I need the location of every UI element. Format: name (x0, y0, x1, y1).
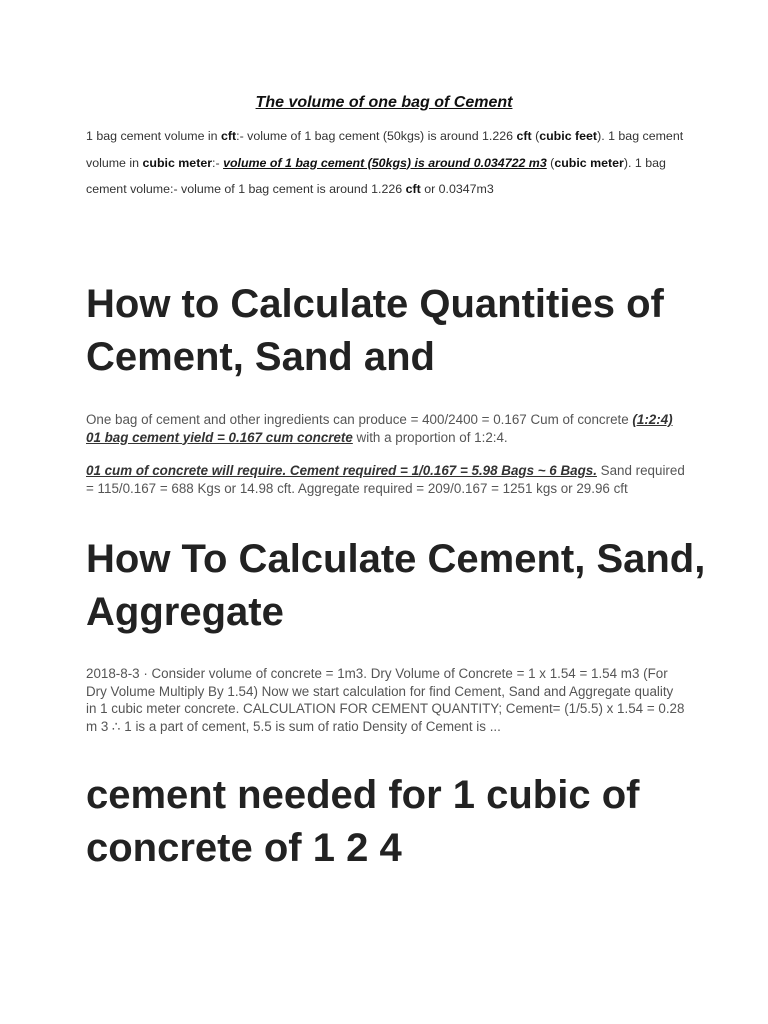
text-run: or 0.0347m3 (420, 182, 494, 196)
text-run: 1 bag cement volume in (86, 129, 221, 143)
section-title-cement-bag-volume: The volume of one bag of Cement (255, 94, 513, 111)
paragraph-bag-yield (86, 411, 686, 446)
bold-term: cft (405, 182, 421, 196)
emphasis-run: 01 cum of concrete will require. Cement required = 1/0.167 = 5.98 Bags ~ 6 Bags. (86, 463, 597, 478)
paragraph-requirements (86, 462, 686, 497)
text-run: with a proportion of 1:2:4. (352, 429, 508, 445)
paragraph-dry-volume: 2018-8-3 · Consider volume of concrete = 1m3. Dry Volume of Concrete = 1 x 1.54 = 1.54 m3 (For Dry Volume Multiply By 1.54) Now we start calculation for find Cement, Sand and Aggregate quality in 1 cubic meter concrete. CALCULATION FOR CEMENT QUANTITY; Cement= (1/5.5) x 1.54 = 0.28 m 3 ∴ 1 is a part of cement, 5.5 is sum of ratio Density of Cement is ... (86, 666, 685, 734)
bold-term: cubic feet (539, 129, 598, 143)
heading-cement-needed: cement needed for 1 cubic of concrete of 1 2 4 (86, 773, 640, 870)
text-run: :- (212, 155, 224, 170)
text-run: ( (531, 129, 540, 143)
text-run: ( (546, 155, 555, 170)
bold-term: cubic meter (554, 155, 624, 170)
text-run: ). 1 bag cement volume:- volume of 1 bag cement is around 1.226 (86, 155, 666, 196)
text-run: One bag of cement and other ingredients can produce = 400/2400 = 0.167 Cum of concrete (86, 412, 633, 427)
heading-calculate-cement-sand-aggregate: How To Calculate Cement, Sand, Aggregate (86, 537, 706, 634)
intro-paragraph (86, 123, 696, 203)
heading-calculate-quantities: How to Calculate Quantities of Cement, Sand and (86, 282, 664, 379)
emphasis-run: (1:2:4) 01 bag cement yield = 0.167 cum concrete (86, 412, 673, 445)
emphasis-run: volume of 1 bag cement (50kgs) is around 0.034722 m3 (223, 155, 547, 170)
text-run: Sand required = 115/0.167 = 688 Kgs or 14.98 cft. Aggregate required = 209/0.167 = 1251 kgs or 29.96 cft (86, 463, 685, 496)
bold-term: cft (221, 129, 237, 143)
text-run: :- volume of 1 bag cement (50kgs) is around 1.226 (236, 129, 517, 143)
bold-term: cubic meter (142, 155, 213, 170)
bold-term: cft (516, 129, 532, 143)
text-run: ). 1 bag cement volume in (86, 129, 684, 170)
